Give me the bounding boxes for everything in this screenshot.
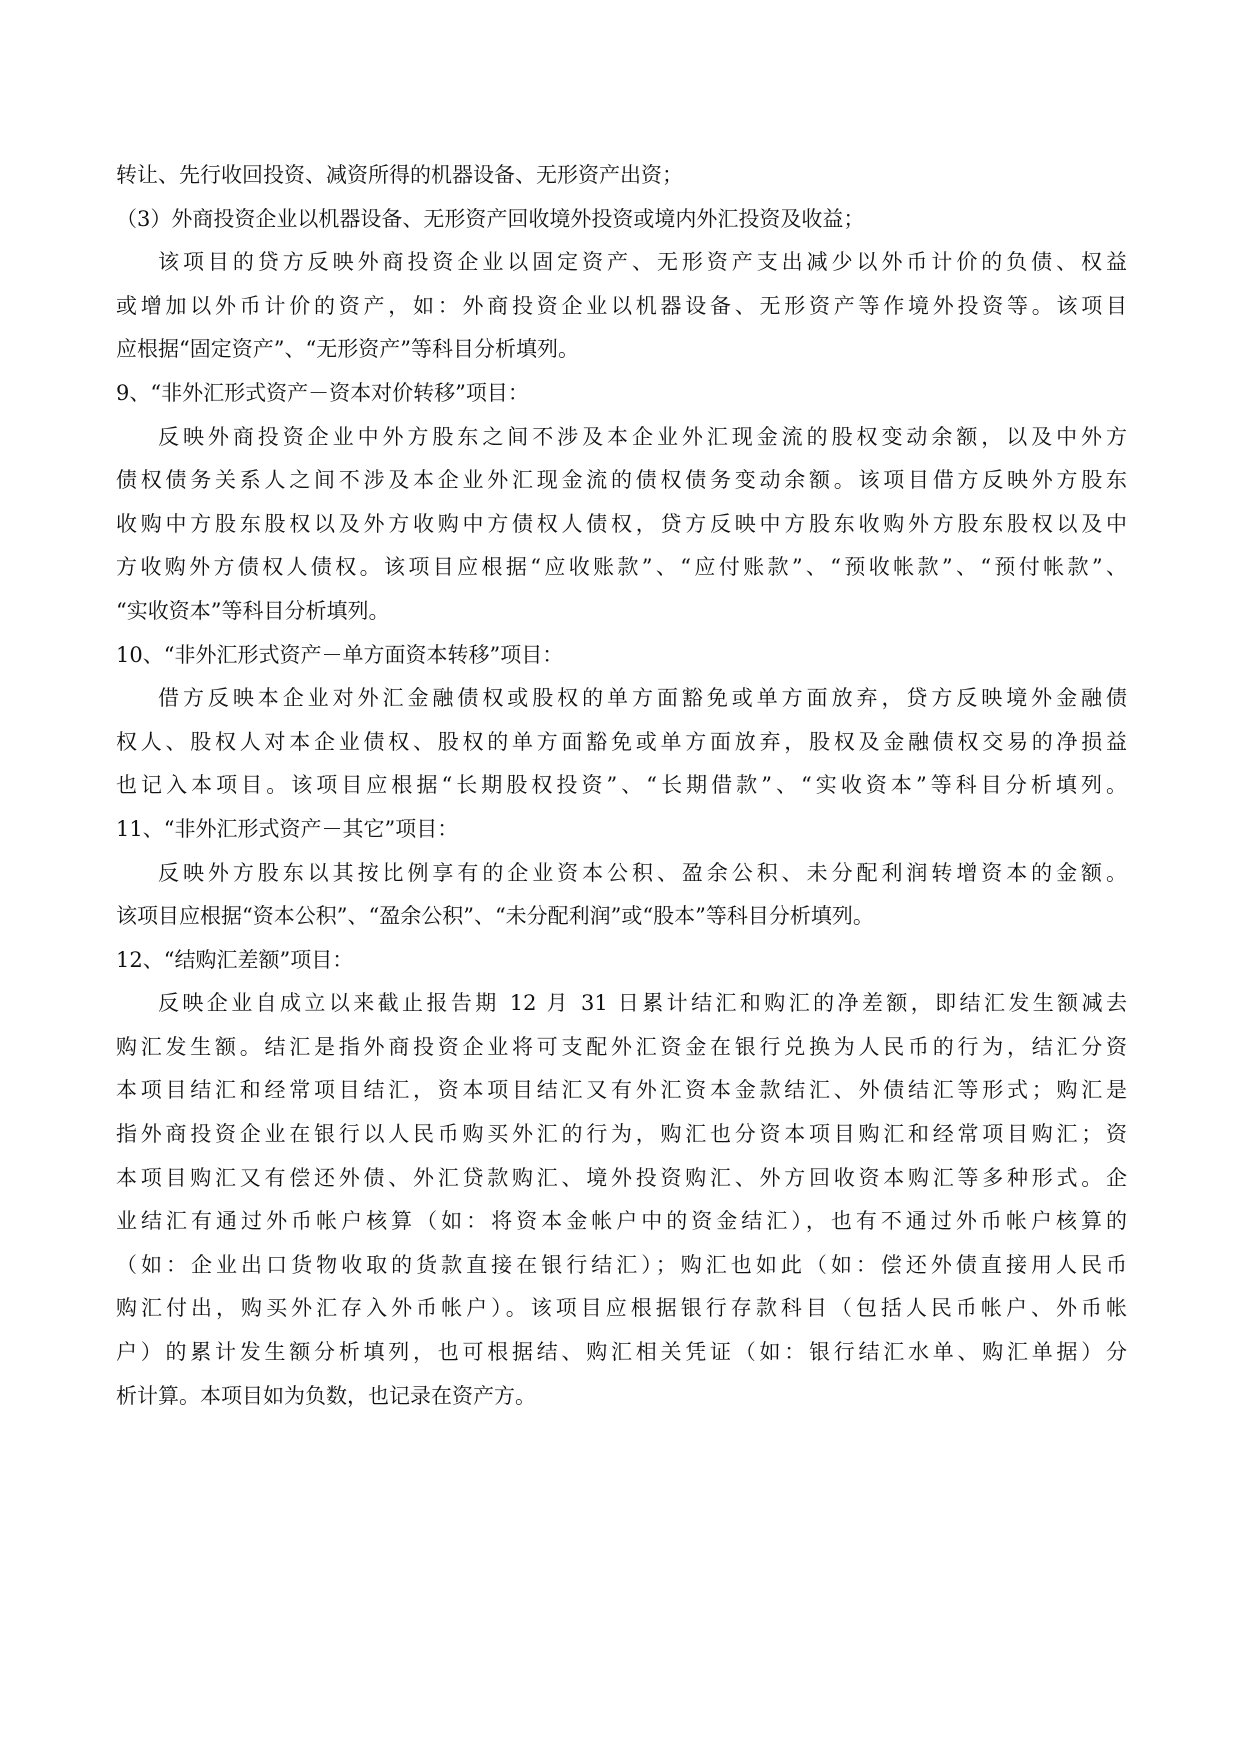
- paragraph-line: 权人、股权人对本企业债权、股权的单方面豁免或单方面放弃，股权及金融债权交易的净损益: [116, 729, 1127, 754]
- section-heading-12: 12、“结购汇差额”项目：: [116, 947, 354, 972]
- paragraph-line: 方收购外方债权人债权。该项目应根据“应收账款”、“应付账款”、“预收帐款”、“预付帐款”、: [116, 555, 1127, 580]
- paragraph-line: 购汇发生额。结汇是指外商投资企业将可支配外汇资金在银行兑换为人民币的行为，结汇分资: [116, 1034, 1127, 1059]
- section-heading-11: 11、“非外汇形式资产－其它”项目：: [116, 816, 459, 841]
- paragraph-line: 反映外方股东以其按比例享有的企业资本公积、盈余公积、未分配利润转增资本的金额。: [158, 860, 1127, 885]
- paragraph-line: 也记入本项目。该项目应根据“长期股权投资”、“长期借款”、“实收资本”等科目分析填列。: [116, 773, 1127, 798]
- text-line: 转让、先行收回投资、减资所得的机器设备、无形资产出资；: [116, 163, 683, 187]
- paragraph-line: 或增加以外币计价的资产，如：外商投资企业以机器设备、无形资产等作境外投资等。该项目: [116, 293, 1127, 318]
- paragraph-line: 反映企业自成立以来截止报告期 12 月 31 日累计结汇和购汇的净差额，即结汇发生额减去: [158, 991, 1127, 1016]
- paragraph-line: 户）的累计发生额分析填列，也可根据结、购汇相关凭证（如：银行结汇水单、购汇单据）分: [116, 1340, 1127, 1365]
- paragraph-line: 业结汇有通过外币帐户核算（如：将资本金帐户中的资金结汇），也有不通过外币帐户核算的: [116, 1209, 1127, 1234]
- paragraph-line: 本项目购汇又有偿还外债、外汇贷款购汇、境外投资购汇、外方回收资本购汇等多种形式。企: [116, 1165, 1127, 1190]
- paragraph-line: 本项目结汇和经常项目结汇，资本项目结汇又有外汇资本金款结汇、外债结汇等形式；购汇是: [116, 1078, 1127, 1103]
- section-heading-10: 10、“非外汇形式资产－单方面资本转移”项目：: [116, 642, 564, 667]
- paragraph-line: 债权债务关系人之间不涉及本企业外汇现金流的债权债务变动余额。该项目借方反映外方股东: [116, 468, 1127, 493]
- paragraph-line: 购汇付出，购买外汇存入外币帐户）。该项目应根据银行存款科目（包括人民币帐户、外币帐: [116, 1296, 1127, 1321]
- section-heading-9: 9、“非外汇形式资产－资本对价转移”项目：: [116, 380, 529, 405]
- paragraph-line: 析计算。本项目如为负数，也记录在资产方。: [116, 1383, 536, 1408]
- paragraph-line: 该项目的贷方反映外商投资企业以固定资产、无形资产支出减少以外币计价的负债、权益: [158, 250, 1127, 275]
- paragraph-line: 借方反映本企业对外汇金融债权或股权的单方面豁免或单方面放弃，贷方反映境外金融债: [158, 686, 1127, 711]
- paragraph-line: 该项目应根据“资本公积”、“盈余公积”、“未分配利润”或“股本”等科目分析填列。: [116, 904, 874, 929]
- paragraph-line: 指外商投资企业在银行以人民币购买外汇的行为，购汇也分资本项目购汇和经常项目购汇；资: [116, 1122, 1127, 1147]
- paragraph-line: “实收资本”等科目分析填列。: [116, 598, 390, 623]
- paragraph-line: （如：企业出口货物收取的货款直接在银行结汇）；购汇也如此（如：偿还外债直接用人民币: [116, 1252, 1127, 1277]
- paragraph-line: 应根据“固定资产”、“无形资产”等科目分析填列。: [116, 337, 579, 362]
- paragraph-line: 反映外商投资企业中外方股东之间不涉及本企业外汇现金流的股权变动余额，以及中外方: [158, 424, 1127, 449]
- text-line: （3）外商投资企业以机器设备、无形资产回收境外投资或境内外汇投资及收益；: [116, 206, 865, 231]
- paragraph-line: 收购中方股东股权以及外方收购中方债权人债权，贷方反映中方股东收购外方股东股权以及中: [116, 511, 1127, 536]
